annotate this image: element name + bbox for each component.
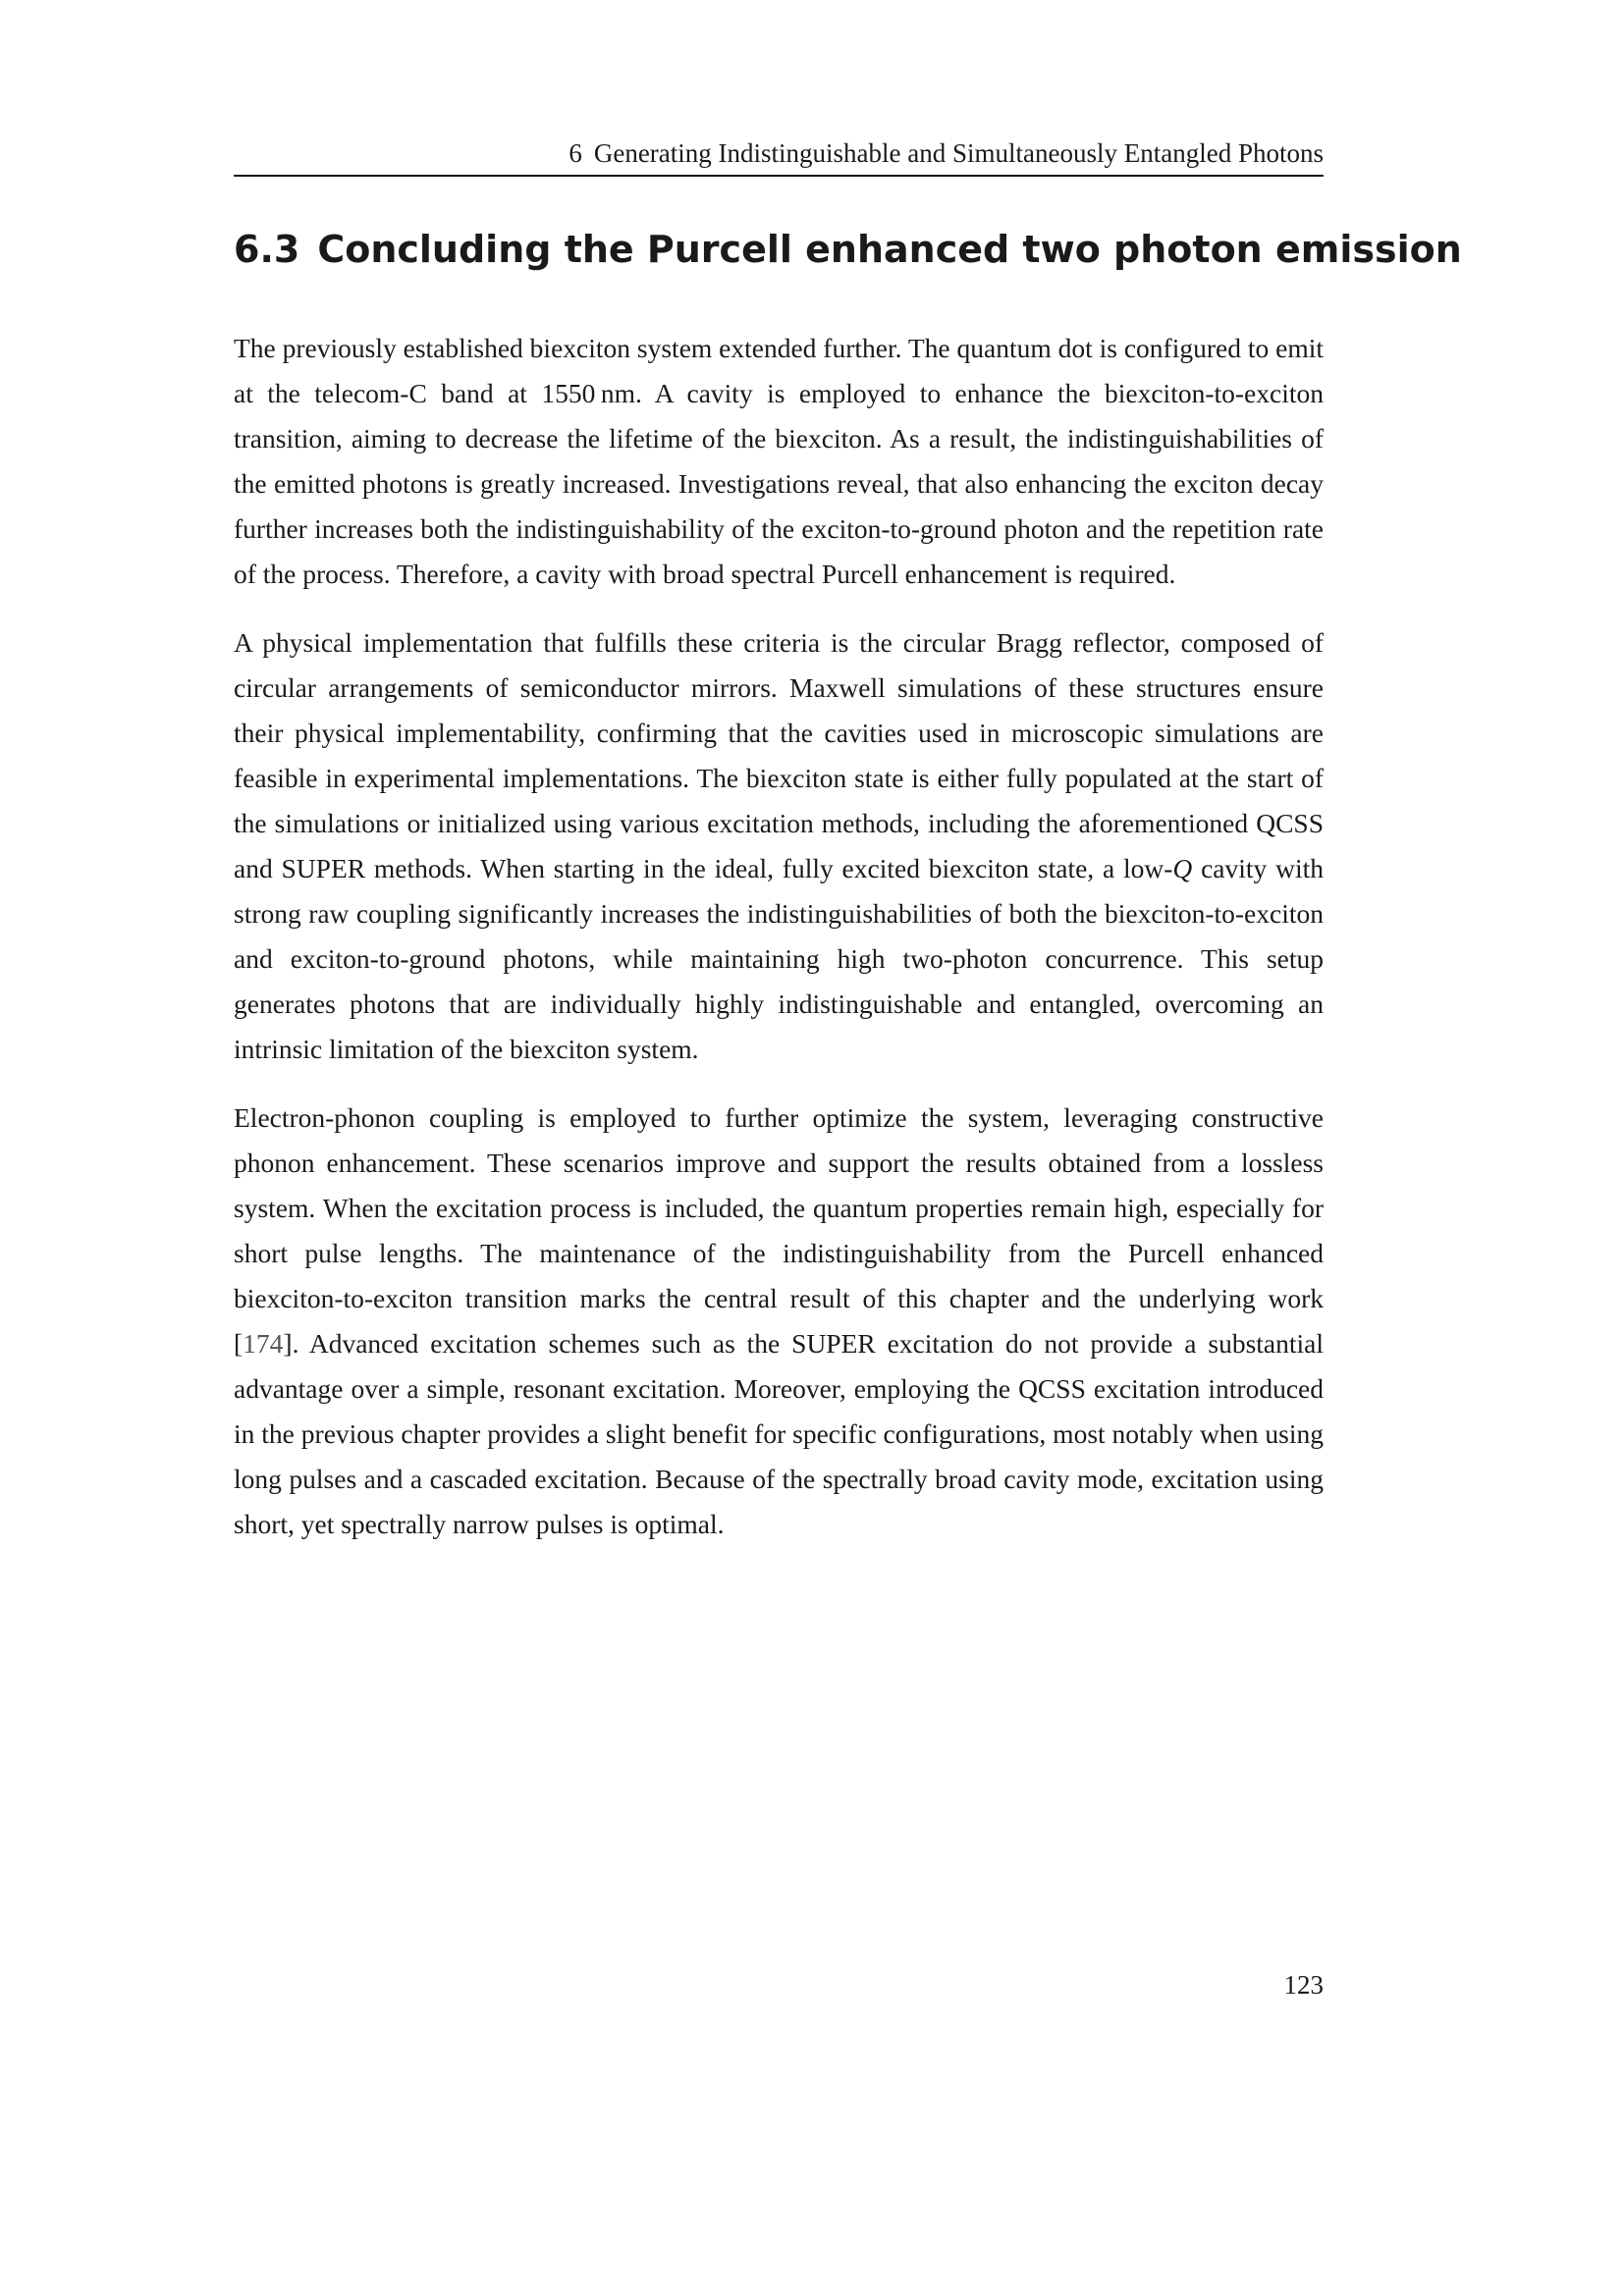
section-number: 6.3 xyxy=(234,228,300,271)
section-title: Concluding the Purcell enhanced two photon emission xyxy=(317,228,1462,271)
paragraph-2 xyxy=(234,620,1324,1072)
q-factor-symbol: Q xyxy=(1172,853,1193,883)
paragraph-1: The previously established biexciton system extended further. The quantum dot is configured to emit at the telecom-C band at 1550 nm. A cavity is employed to enhance the biexciton-to-exciton transition, aiming to decrease the lifetime of the biexciton. As a result, the indistinguishabilities of the emitted photons is greatly increased. Investigations reveal, that also enhancing the exciton decay further increases both the indistinguishability of the exciton-to-ground photon and the repetition rate of the process. Therefore, a cavity with broad spectral Purcell enhancement is required. xyxy=(234,333,1324,589)
paragraph-2-text-end: cavity with strong raw coupling significantly increases the indistinguishabilities of both the biexciton-to-exciton and exciton-to-ground photons, while maintaining high two-photon concurrence. This setup generates photons that are individually highly indistinguishable and entangled, overcoming an intrinsic limitation of the biexciton system. xyxy=(234,853,1324,1064)
citation-link[interactable]: 174 xyxy=(243,1328,284,1359)
running-head xyxy=(234,132,1324,177)
paragraph-2-text-start: A physical implementation that fulfills these criteria is the circular Bragg reflector, composed of circular arrangements of semiconductor mirrors. Maxwell simulations of these structures ensure their physical implementability, confirming that the cavities used in microscopic simulations are feasible in experimental implementations. The biexciton state is either fully populated at the start of the simulations or initialized using various excitation methods, including the aforementioned QCSS and SUPER methods. When starting in the ideal, fully excited biexciton state, a low- xyxy=(234,627,1324,883)
page-number: 123 xyxy=(1283,1970,1324,2000)
running-head-chapter-title: Generating Indistinguishable and Simultaneously Entangled Photons xyxy=(593,138,1324,168)
body-text xyxy=(234,326,1324,1571)
running-head-chapter-number: 6 xyxy=(568,138,582,168)
section-heading xyxy=(234,220,1462,279)
paragraph-3-text-end: ]. Advanced excitation schemes such as the SUPER excitation do not provide a substantial advantage over a simple, resonant excitation. Moreover, employing the QCSS excitation introduced in the previous chapter provides a slight benefit for specific configurations, most notably when using long pulses and a cascaded excitation. Because of the spectrally broad cavity mode, excitation using short, yet spectrally narrow pulses is optimal. xyxy=(234,1328,1324,1539)
paragraph-3 xyxy=(234,1095,1324,1547)
paragraph-3-text-start: Electron-phonon coupling is employed to further optimize the system, leveraging constructive phonon enhancement. These scenarios improve and support the results obtained from a lossless system. When the excitation process is included, the quantum properties remain high, especially for short pulse lengths. The maintenance of the indistinguishability from the Purcell enhanced biexciton-to-exciton transition marks the central result of this chapter and the underlying work [ xyxy=(234,1102,1324,1359)
